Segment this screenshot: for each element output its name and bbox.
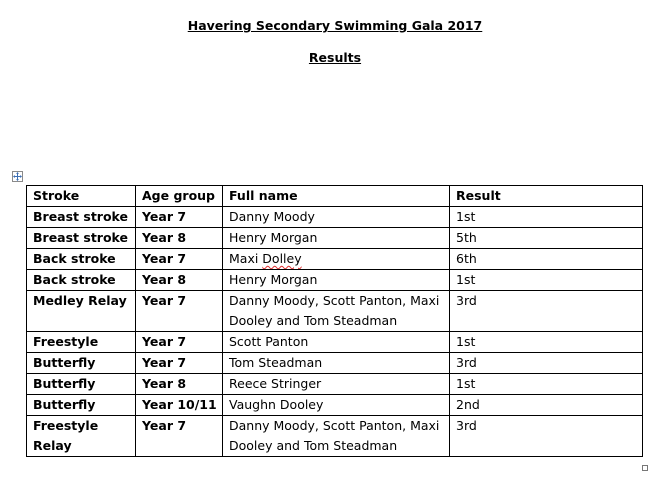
cell-age-group: Year 10/11 [136,395,223,416]
cell-stroke: Back stroke [27,249,136,270]
cell-full-name: Danny Moody, Scott Panton, Maxi Dooley and Tom Steadman [223,291,450,332]
table-row [27,249,643,270]
cell-result: 3rd [450,291,643,332]
results-table [26,185,643,457]
cell-age-group: Year 8 [136,228,223,249]
cell-full-name: Danny Moody [223,207,450,228]
table-row [27,207,643,228]
cell-result: 2nd [450,395,643,416]
cell-stroke: Butterfly [27,353,136,374]
cell-age-group: Year 7 [136,249,223,270]
cell-result: 1st [450,374,643,395]
table-move-handle-icon[interactable] [12,171,23,182]
cell-full-name: Vaughn Dooley [223,395,450,416]
table-row [27,332,643,353]
cell-result: 1st [450,332,643,353]
spellcheck-flagged-word[interactable]: Dolley [262,251,302,266]
cell-stroke: Freestyle Relay [27,416,136,457]
table-row [27,228,643,249]
cell-full-name [223,249,450,270]
cell-stroke: Breast stroke [27,207,136,228]
cell-age-group: Year 7 [136,416,223,457]
four-arrows-icon [13,172,22,181]
cell-stroke: Back stroke [27,270,136,291]
cell-stroke: Breast stroke [27,228,136,249]
document-title: Havering Secondary Swimming Gala 2017 [187,18,483,33]
cell-age-group: Year 7 [136,353,223,374]
cell-full-name: Danny Moody, Scott Panton, Maxi Dooley and Tom Steadman [223,416,450,457]
header-result: Result [450,186,643,207]
cell-result: 6th [450,249,643,270]
cell-age-group: Year 7 [136,332,223,353]
header-age-group: Age group [136,186,223,207]
table-row [27,270,643,291]
header-stroke: Stroke [27,186,136,207]
cell-stroke: Medley Relay [27,291,136,332]
cell-age-group: Year 8 [136,270,223,291]
cell-stroke: Butterfly [27,374,136,395]
name-first: Maxi [229,251,263,266]
cell-result: 1st [450,270,643,291]
cell-stroke: Butterfly [27,395,136,416]
header-full-name: Full name [223,186,450,207]
cell-full-name: Reece Stringer [223,374,450,395]
cell-result: 5th [450,228,643,249]
cell-result: 1st [450,207,643,228]
cell-age-group: Year 7 [136,291,223,332]
cell-stroke: Freestyle [27,332,136,353]
table-resize-handle-icon[interactable] [642,465,648,471]
cell-result: 3rd [450,353,643,374]
table-header-row [27,186,643,207]
table-row [27,416,643,457]
cell-age-group: Year 7 [136,207,223,228]
cell-full-name: Henry Morgan [223,270,450,291]
cell-full-name: Henry Morgan [223,228,450,249]
cell-full-name: Scott Panton [223,332,450,353]
table-row [27,353,643,374]
cell-age-group: Year 8 [136,374,223,395]
table-row [27,291,643,332]
cell-result: 3rd [450,416,643,457]
cell-full-name: Tom Steadman [223,353,450,374]
table-row [27,374,643,395]
document-subtitle: Results [308,50,362,65]
table-row [27,395,643,416]
